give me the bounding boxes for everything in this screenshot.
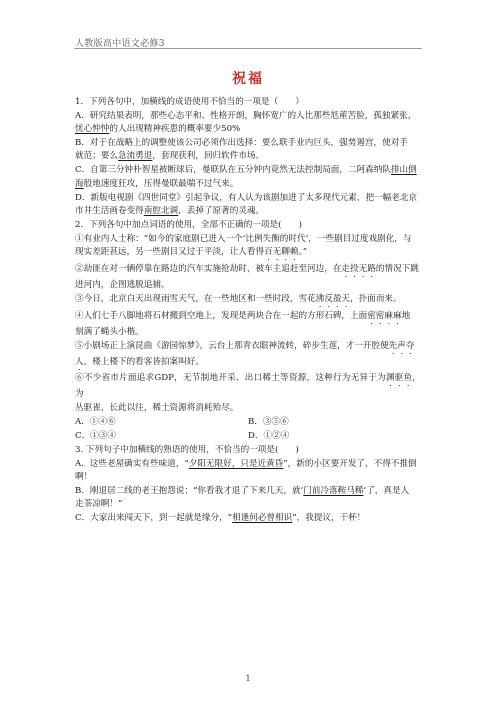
- q2-sentence-2: ②劫匪在对一辆停靠在路边的汽车实施抢劫时，被车主追赶至河边，在走投无路的情况下跳 进河内，企图逃脱追捕。: [75, 263, 419, 290]
- underlined-idiom: 海: [75, 178, 84, 189]
- q1-option-c: C．自第三分钟朴智星被断球后，曼联队在五分钟内竟然无法控制局面，二阿森纳队排山倒 海般地速度狂攻，压得曼联最喘不过气来。: [75, 165, 417, 189]
- q2-sentence-6: ⑥不少省市片面追求GDP，无节制地开采、出口稀土等资源，这种行为无异于为渊驱鱼，为 丛驱雀，长此以往，稀土资源将消耗殆尽。: [75, 373, 421, 413]
- q2-option-b: B．③⑤⑥: [248, 416, 289, 427]
- q3-option-a: A．这些老屋确实有些味道，“夕阳无限好，只是近黄昏”，新的小区要开发了，不得不推倒 啊！: [75, 458, 417, 482]
- document-title: 祝福: [232, 71, 264, 87]
- q2-options-row-2: [75, 430, 421, 443]
- q1-option-d: D．新版电视剧《四世同堂》引起争议，有人认为该剧加进了太多现代元素，把一幅老北京 市井生活画卷变得南腔北调，丢掉了原著的灵魂。: [75, 192, 418, 216]
- dotted-phrase: 密密麻麻: [367, 310, 402, 321]
- q1-option-a: A．研究结果表明，那些心态平和、性格开朗，胸怀宽广的人比那些尪蓙苦脸，孤独紧张， 忧心忡忡的人出现精神疾患的概率要少50%: [75, 111, 417, 135]
- header-divider: [74, 48, 422, 49]
- dotted-phrase: 走投无路: [341, 263, 376, 274]
- underlined-idiom: 急流勇退: [117, 151, 153, 162]
- q3-option-b: B．刚退居二线的老王抱怨说：“你看我才退了下来几天，就‘门前冷落鞍马稀’了，真是人 走茶凉啊！”: [75, 485, 410, 510]
- underlined-idiom: 南腔北调: [143, 205, 179, 216]
- underlined-idiom: 忧心忡忡: [75, 124, 110, 135]
- underlined-idiom: 排山倒: [390, 165, 417, 176]
- q2-options-row-1: [75, 416, 421, 429]
- q3-option-c: C．大家出来闯天下，到一起就是缘分，“相逢何必曾相识”，我提议，干杯！: [75, 513, 366, 524]
- q2-option-c: C．①③④: [75, 430, 116, 441]
- q1-option-b: B．对于在战略上的调整使该公司必须作出选择：要么联手业内巨头，强势遏宫，使对手 就范；要么急流勇退，套现获利，回归软件市场。: [75, 138, 408, 162]
- q2-sentence-4: ④人们七手八脚地将石材搬到空地上，发现是两块合在一起的方形石碑，上面密密麻麻地 刻满了蝇头小楷。: [75, 310, 411, 337]
- dotted-phrase: 百无聊赖: [264, 247, 299, 258]
- question-1-stem: 1．下列各句中，加横线的成语使用不恰当的一项是（ ）: [75, 97, 304, 107]
- page-number: 1: [245, 674, 251, 683]
- q2-option-d: D．①②④: [248, 430, 290, 441]
- underlined-saying: 门前冷落鞍马稀: [303, 485, 364, 496]
- dotted-phrase: 渊驱鱼: [385, 373, 413, 384]
- question-3-stem: 3. 下列句子中加横线的熟语的使用，不恰当的一项是( ): [75, 444, 299, 455]
- underlined-saying: 夕阳无限好，只是近黄昏: [188, 458, 284, 469]
- underlined-saying: 相逢何必曾相识: [232, 513, 293, 524]
- dotted-phrase: 人: [75, 356, 84, 367]
- q2-sentence-5: ⑤小剧场正上演昆曲《游园惊梦》，云台上那青衣眼神流转，碎步生莲，才一开腔便先声夺 人，楼上楼下的看客皆拍案叫好。: [75, 340, 415, 367]
- question-content: [75, 96, 421, 526]
- q2-option-a: A．①④⑥: [75, 416, 116, 427]
- page-header: 人教版高中语文必修3: [75, 39, 165, 49]
- q2-sentence-1: ①有业内人士称：“如今的家庭剧已进入一个‘比例失衡的时代’，一些剧目过度戏剧化，与 现实差距甚远，另一些剧目又过于平淡，让人看得百无聊赖。”: [75, 233, 412, 258]
- dotted-phrase: 沸反盈天: [315, 293, 351, 304]
- dotted-phrase: 先声夺: [388, 340, 415, 351]
- question-2-stem: 2．下列各句中加点词语的使用，全部不正确的一项是( ): [75, 219, 303, 230]
- q2-sentence-3: ③今日，北京白天出现雨雪天气，在一些地区和一些时段，雪花沸反盈天，扑面而来。: [75, 293, 402, 304]
